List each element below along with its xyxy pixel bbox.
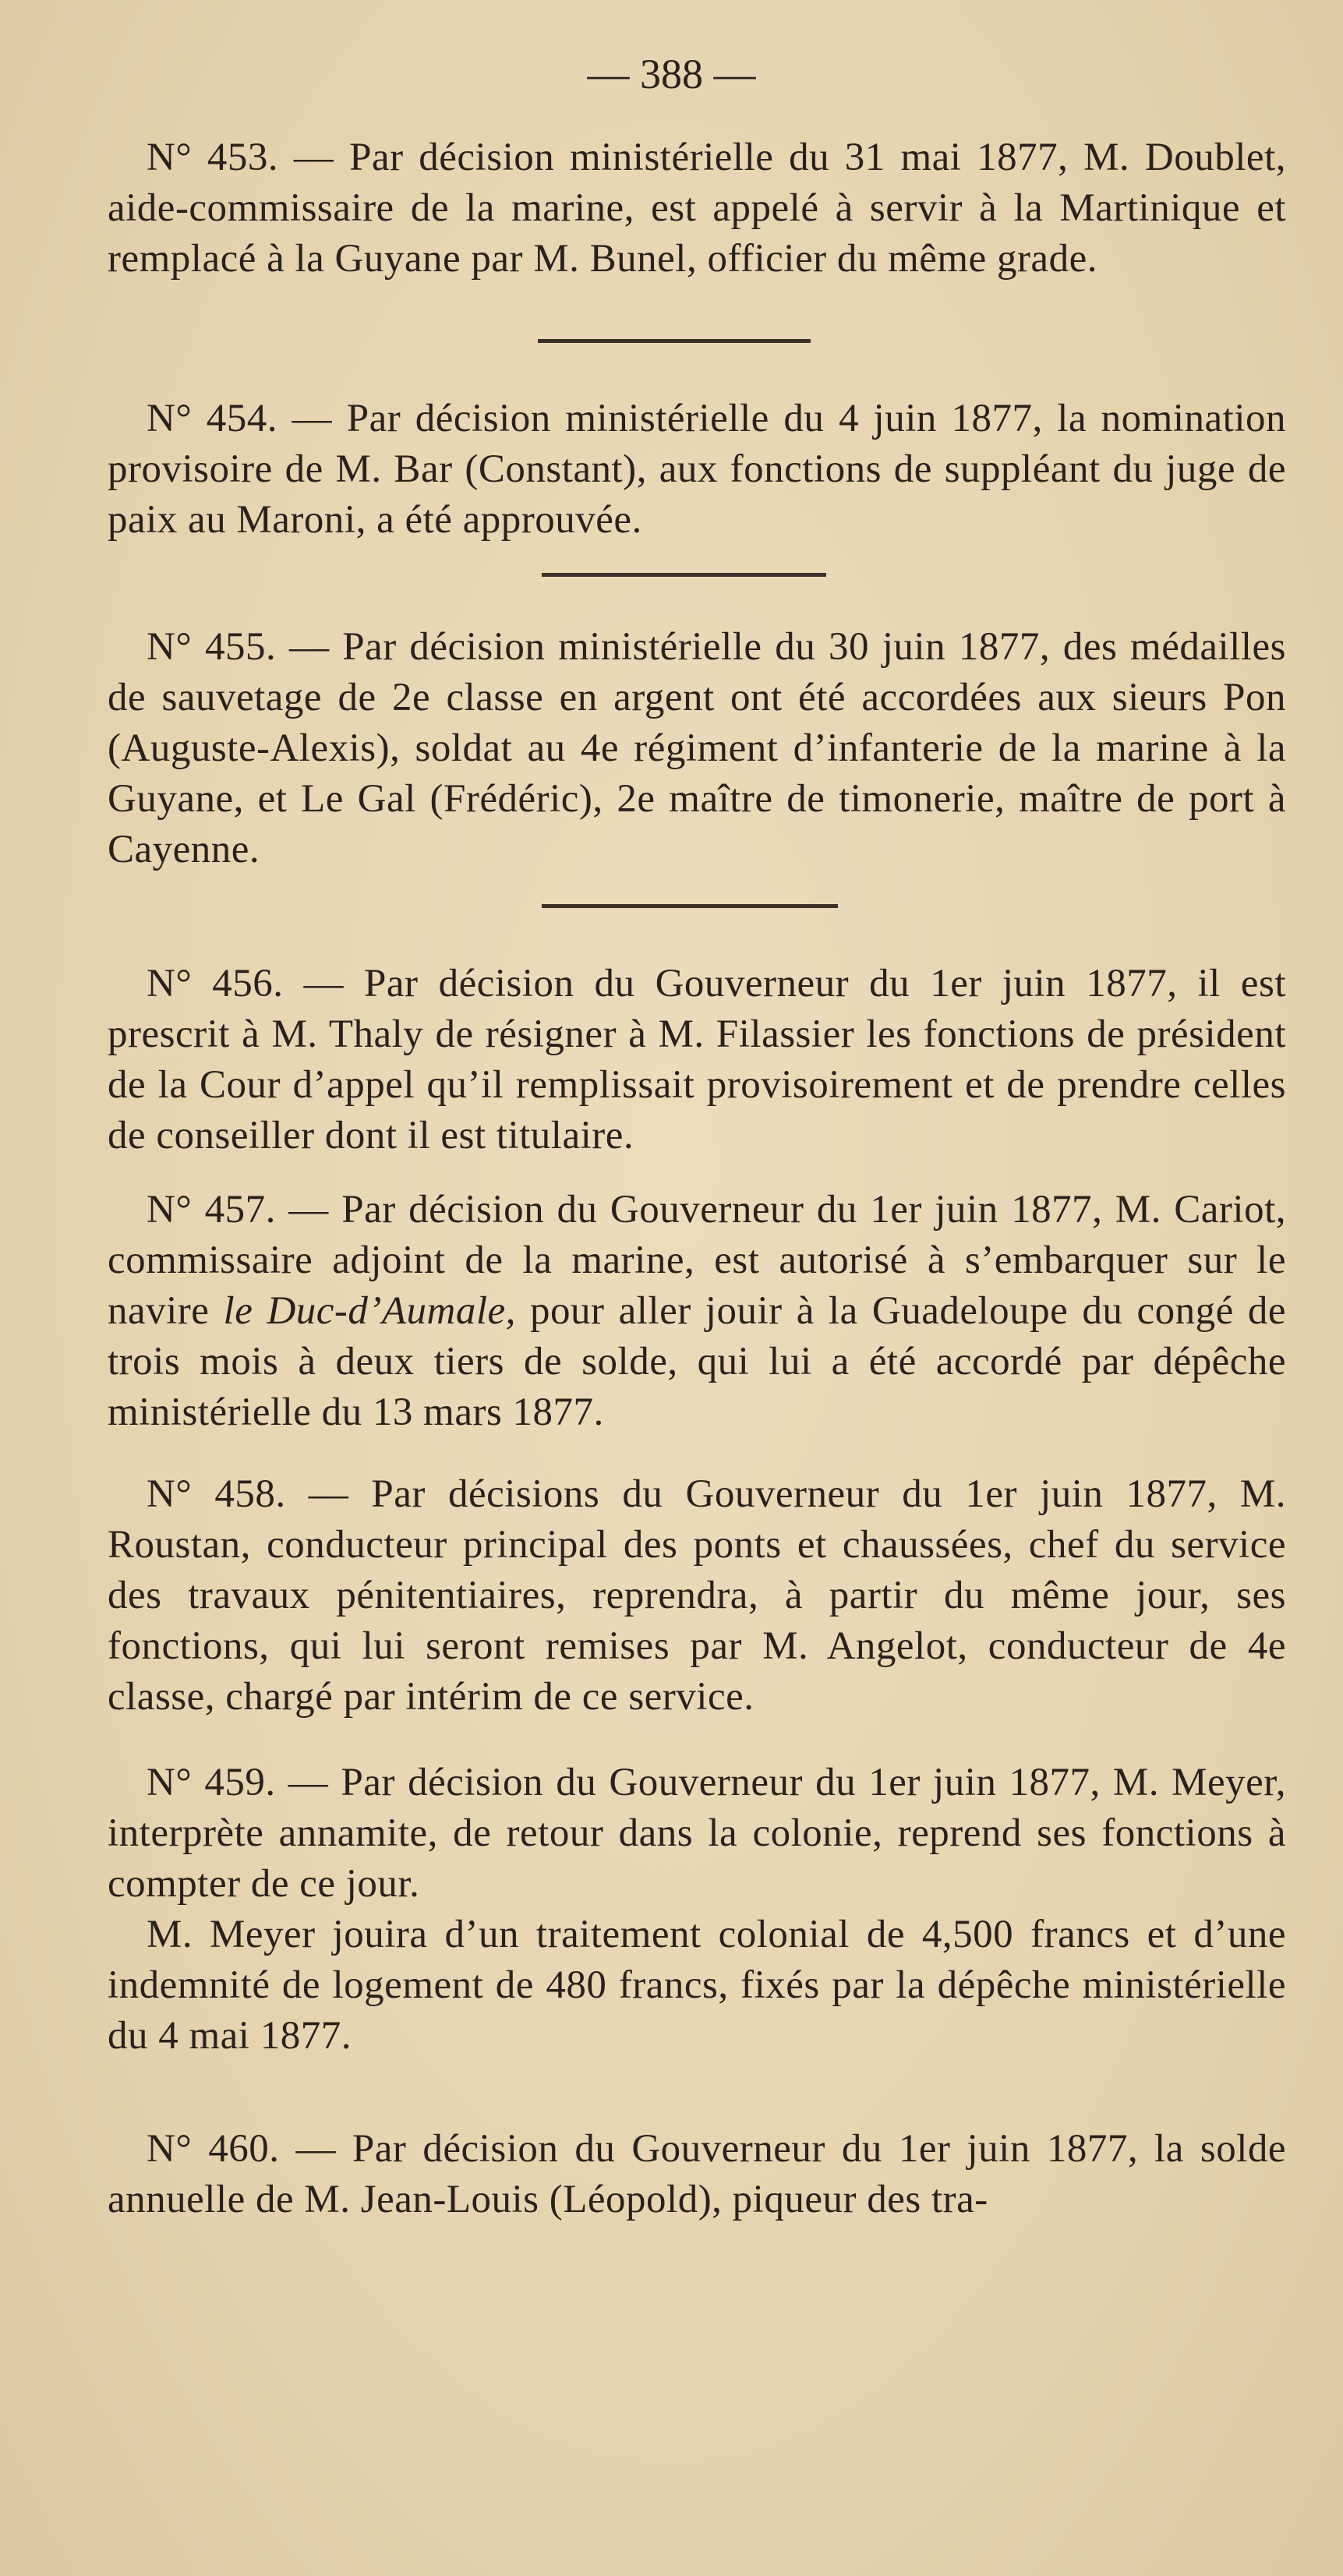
paragraph-455: N° 455. — Par décision ministérielle du 30 juin 1877, des médailles de sauvetage de 2e classe en argent ont été accordées aux sieurs Pon (Auguste-Alexis), soldat au 4e régiment d’infanterie de la marine à la Guyane, et Le Gal (Frédéric), 2e maître de timonerie, maître de port à Cayenne. xyxy=(108,625,1286,871)
paragraph-458: N° 458. — Par décisions du Gouverneur du 1er juin 1877, M. Roustan, conducteur principal des ponts et chaussées, chef du service des travaux pénitentiaires, reprendra, à partir du même jour, ses fonctions, qui lui seront remises par M. Angelot, conducteur de 4e classe, chargé par intérim de ce service. xyxy=(108,1472,1286,1719)
separator-rule-1 xyxy=(538,339,811,343)
ship-name: le Duc-d’Aumale, xyxy=(223,1289,516,1333)
paragraph-457 xyxy=(108,1185,1286,1438)
entry-456 xyxy=(108,959,1286,1161)
page-number: — 388 — xyxy=(587,51,756,97)
entry-454 xyxy=(108,394,1286,546)
entry-459 xyxy=(108,1758,1286,2062)
entry-455 xyxy=(108,622,1286,875)
paragraph-459: N° 459. — Par décision du Gouverneur du 1er juin 1877, M. Meyer, interprète annamite, de retour dans la colonie, reprend ses fonctions à compter de ce jour. xyxy=(108,1761,1286,1906)
paragraph-453: N° 453. — Par décision ministérielle du 31 mai 1877, M. Doublet, aide-commissaire de la marine, est appelé à servir à la Martinique et remplacé à la Guyane par M. Bunel, officier du même grade. xyxy=(108,136,1286,281)
paragraph-454: N° 454. — Par décision ministérielle du 4 juin 1877, la nomination provisoire de M. Bar (Constant), aux fonctions de suppléant du juge de paix au Maroni, a été approuvée. xyxy=(108,397,1286,542)
entry-457 xyxy=(108,1185,1286,1438)
separator-rule-2 xyxy=(542,573,826,577)
entry-453 xyxy=(108,133,1286,284)
separator-rule-3 xyxy=(542,904,838,908)
entry-458 xyxy=(108,1469,1286,1723)
paragraph-459-continued: M. Meyer jouira d’un traitement colonial de 4,500 francs et d’une indemnité de logement de 480 francs, fixés par la dépêche ministérielle du 4 mai 1877. xyxy=(108,1913,1286,2058)
paragraph-457-part-2: pour aller jouir à la Guadeloupe du congé de trois mois à deux tiers de solde, qui lui a été accordé par dépêche ministérielle du 13 mars 1877. xyxy=(108,1289,1286,1434)
paragraph-457-part-1: N° 457. — Par décision du Gouverneur du 1er juin 1877, M. Cariot, commissaire adjoint de la marine, est autorisé à s’embarquer sur le navire xyxy=(108,1188,1286,1333)
entry-460 xyxy=(108,2124,1286,2225)
paragraph-456: N° 456. — Par décision du Gouverneur du 1er juin 1877, il est prescrit à M. Thaly de résigner à M. Filassier les fonctions de président de la Cour d’appel qu’il remplissait provisoirement et de prendre celles de conseiller dont il est titulaire. xyxy=(108,962,1286,1157)
paragraph-460: N° 460. — Par décision du Gouverneur du 1er juin 1877, la solde annuelle de M. Jean-Louis (Léopold), piqueur des tra- xyxy=(108,2127,1286,2221)
